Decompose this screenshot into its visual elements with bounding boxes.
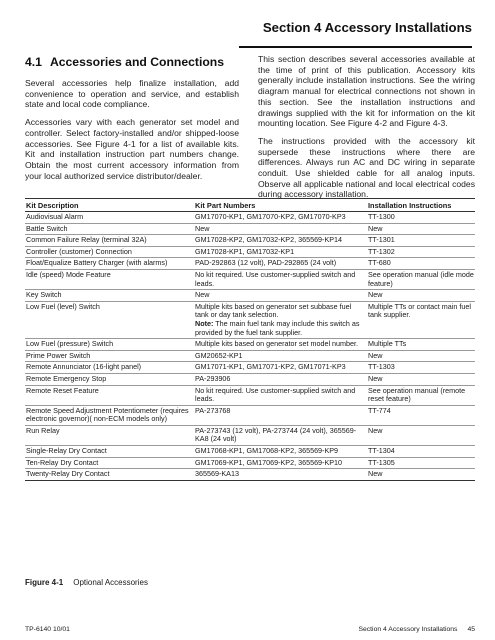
footer-right xyxy=(358,626,475,633)
kit-part-numbers xyxy=(195,302,368,338)
section-heading xyxy=(25,55,239,69)
installation-instructions: New xyxy=(368,350,383,360)
heading-number: 4.1 xyxy=(25,55,42,69)
column-header: Installation Instructions xyxy=(368,200,452,210)
kit-description: Prime Power Switch xyxy=(26,350,91,360)
kit-part-numbers: 365569-KA13 xyxy=(195,469,239,479)
kit-part-numbers: GM17069-KP1, GM17069-KP2, 365569-KP10 xyxy=(195,457,343,467)
table-row xyxy=(25,290,475,302)
heading-text: Accessories and Connections xyxy=(49,55,225,69)
installation-instructions: TT-1304 xyxy=(368,446,395,456)
kit-part-numbers: PA-273768 xyxy=(195,405,231,415)
note-text: The main fuel tank may include this switch as provided by the fuel tank supplier. xyxy=(195,318,360,337)
section-title: Section 4 Accessory Installations xyxy=(262,20,472,35)
kit-description: Controller (customer) Connection xyxy=(26,246,132,256)
table-row xyxy=(25,258,475,270)
installation-instructions: TT-1302 xyxy=(368,246,395,256)
kit-description: Remote Emergency Stop xyxy=(26,373,107,383)
kit-description: Single-Relay Dry Contact xyxy=(26,446,107,456)
installation-instructions: TT-1303 xyxy=(368,362,395,372)
installation-instructions: Multiple TTs or contact main fuel tank supplier. xyxy=(368,301,471,320)
kit-description: Ten-Relay Dry Contact xyxy=(26,457,99,467)
table-row xyxy=(25,270,475,290)
kit-part-numbers-text: Multiple kits based on generator set subbase fuel tank or day tank selection. xyxy=(195,301,352,320)
table-row xyxy=(25,362,475,374)
kit-part-numbers: No kit required. Use customer-supplied switch and leads. xyxy=(195,269,356,288)
kit-part-numbers: GM20652-KP1 xyxy=(195,350,243,360)
header-rule xyxy=(239,46,472,48)
kit-description: Float/Equalize Battery Charger (with alarms) xyxy=(26,258,168,268)
kit-description: Audiovisual Alarm xyxy=(26,212,84,221)
kit-part-numbers: Multiple kits based on generator set model number. xyxy=(195,339,359,349)
table-row xyxy=(25,302,475,339)
installation-instructions: New xyxy=(368,469,383,479)
table-row xyxy=(25,446,475,458)
kit-part-numbers: GM17028-KP2, GM17032-KP2, 365569-KP14 xyxy=(195,235,343,245)
column-header: Kit Description xyxy=(26,200,79,210)
table-row xyxy=(25,469,475,481)
kit-part-numbers: GM17070-KP1, GM17070-KP2, GM17070-KP3 xyxy=(195,212,346,221)
kit-description: Key Switch xyxy=(26,290,62,300)
kit-description: Common Failure Relay (terminal 32A) xyxy=(26,235,147,245)
left-column xyxy=(25,55,239,188)
kit-description: Battle Switch xyxy=(26,223,68,233)
kit-part-numbers: GM17071-KP1, GM17071-KP2, GM17071-KP3 xyxy=(195,362,346,372)
kit-part-numbers: PA-273743 (12 volt), PA-273744 (24 volt), 365569-KA8 (24 volt) xyxy=(195,425,357,444)
kit-description: Low Fuel (level) Switch xyxy=(26,301,100,311)
table-row xyxy=(25,406,475,426)
table-row xyxy=(25,351,475,363)
table-row xyxy=(25,247,475,259)
installation-instructions: Multiple TTs xyxy=(368,339,407,349)
table-header-row xyxy=(25,198,475,212)
installation-instructions: New xyxy=(368,223,383,233)
installation-instructions: TT-1305 xyxy=(368,457,395,467)
kit-part-numbers: New xyxy=(195,290,210,300)
installation-instructions: TT-1300 xyxy=(368,212,395,221)
table-row xyxy=(25,224,475,236)
kit-part-numbers: GM17028-KP1, GM17032-KP1 xyxy=(195,246,295,256)
table-row xyxy=(25,426,475,446)
footer-doc-id: TP-6140 10/01 xyxy=(25,626,70,633)
table-row xyxy=(25,235,475,247)
installation-instructions: New xyxy=(368,290,383,300)
kit-description: Idle (speed) Mode Feature xyxy=(26,269,111,279)
kit-description: Run Relay xyxy=(26,425,60,435)
table-row xyxy=(25,339,475,351)
kit-description: Remote Reset Feature xyxy=(26,385,99,395)
installation-instructions: New xyxy=(368,425,383,435)
figure-caption-text: Optional Accessories xyxy=(73,578,148,587)
page-number: 45 xyxy=(467,626,475,633)
footer-section: Section 4 Accessory Installations xyxy=(358,626,458,633)
kit-description: Remote Annunciator (16-light panel) xyxy=(26,362,142,372)
installation-instructions: See operation manual (remote reset feature) xyxy=(368,385,466,404)
installation-instructions: TT-774 xyxy=(368,405,391,415)
kit-part-numbers: No kit required. Use customer-supplied switch and leads. xyxy=(195,385,356,404)
kit-description: Twenty-Relay Dry Contact xyxy=(26,469,110,479)
paragraph: The instructions provided with the accessory kit supersede these instructions where there are differences. Always run AC and DC wiring in separate conduit. Use shielded cable for all analog inputs. Observe all applicable national and local electrical codes during accessory installation. xyxy=(258,135,475,200)
paragraph: This section describes several accessories available at the time of print of this publication. Accessory kits generally include installation instructions. See the wiring diagram manual for electrical connections not shown in this section. See the installation instructions and drawings supplied with the kit for information on the kit mounting location. See Figure 4-2 and Figure 4-3. xyxy=(258,54,475,129)
installation-instructions: TT-1301 xyxy=(368,235,395,245)
table-row xyxy=(25,212,475,224)
installation-instructions: New xyxy=(368,373,383,383)
table-row xyxy=(25,386,475,406)
figure-label: Figure 4-1 xyxy=(25,578,64,587)
kit-part-numbers: New xyxy=(195,223,210,233)
kit-part-numbers: PAD-292863 (12 volt), PAD-292865 (24 volt) xyxy=(195,258,337,268)
installation-instructions: TT-680 xyxy=(368,258,391,268)
paragraph: Accessories vary with each generator set model and controller. Select factory-installed and/or shipped-loose accessories. See Figure 4-1 for a list of available kits. Kit and installation instruction part numbers change. Obtain the most current accessory information from your local authorized service distributor/dealer. xyxy=(25,117,239,181)
kit-part-numbers: PA-293906 xyxy=(195,373,231,383)
figure-caption xyxy=(25,578,148,587)
kit-part-numbers: GM17068-KP1, GM17068-KP2, 365569-KP9 xyxy=(195,446,339,456)
column-header: Kit Part Numbers xyxy=(195,200,256,210)
kit-description: Low Fuel (pressure) Switch xyxy=(26,339,114,349)
accessories-table xyxy=(25,198,475,481)
installation-instructions: See operation manual (idle mode feature) xyxy=(368,269,474,288)
note-label: Note: xyxy=(195,318,214,328)
kit-description: Remote Speed Adjustment Potentiometer (requires electronic governor)( non-ECM models only) xyxy=(26,405,189,424)
table-row xyxy=(25,458,475,470)
right-column xyxy=(258,54,475,207)
table-row xyxy=(25,374,475,386)
paragraph: Several accessories help finalize installation, add convenience to operation and service, and establish state and local code compliance. xyxy=(25,78,239,110)
